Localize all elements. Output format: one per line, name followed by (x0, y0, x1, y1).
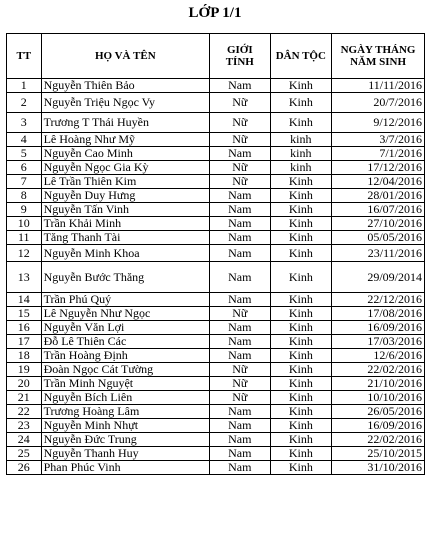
cell-ethnicity: Kinh (270, 447, 332, 461)
header-name: HỌ VÀ TÊN (41, 34, 209, 79)
cell-gender: Nam (210, 79, 270, 93)
cell-ethnicity: Kinh (270, 405, 332, 419)
cell-dob: 10/10/2016 (332, 391, 425, 405)
table-row (7, 79, 425, 93)
cell-gender: Nữ (210, 391, 270, 405)
cell-gender: Nam (210, 293, 270, 307)
cell-ethnicity: Kinh (270, 433, 332, 447)
cell-ethnicity: Kinh (270, 189, 332, 203)
cell-name: Trần Khải Minh (41, 217, 209, 231)
cell-dob: 05/05/2016 (332, 231, 425, 245)
cell-name: Trương Hoàng Lâm (41, 405, 209, 419)
table-row (7, 293, 425, 307)
cell-gender: Nam (210, 349, 270, 363)
table-row (7, 433, 425, 447)
cell-gender: Nam (210, 419, 270, 433)
cell-dob: 16/09/2016 (332, 419, 425, 433)
cell-gender: Nam (210, 335, 270, 349)
cell-ethnicity: Kinh (270, 377, 332, 391)
cell-dob: 23/11/2016 (332, 245, 425, 262)
cell-ethnicity: kinh (270, 133, 332, 147)
cell-ethnicity: Kinh (270, 217, 332, 231)
page-title: LỚP 1/1 (188, 5, 242, 21)
cell-tt: 25 (7, 447, 42, 461)
cell-dob: 16/09/2016 (332, 321, 425, 335)
cell-dob: 26/05/2016 (332, 405, 425, 419)
cell-name: Phan Phúc Vinh (41, 461, 209, 475)
cell-dob: 31/10/2016 (332, 461, 425, 475)
cell-ethnicity: Kinh (270, 363, 332, 377)
cell-dob: 22/02/2016 (332, 433, 425, 447)
cell-name: Đoàn Ngọc Cát Tường (41, 363, 209, 377)
cell-dob: 22/02/2016 (332, 363, 425, 377)
table-row (7, 419, 425, 433)
cell-gender: Nữ (210, 161, 270, 175)
cell-name: Nguyễn Đức Trung (41, 433, 209, 447)
table-row (7, 113, 425, 133)
cell-name: Nguyễn Duy Hưng (41, 189, 209, 203)
cell-ethnicity: Kinh (270, 262, 332, 293)
cell-name: Nguyễn Bích Liên (41, 391, 209, 405)
cell-tt: 19 (7, 363, 42, 377)
cell-tt: 18 (7, 349, 42, 363)
table-row (7, 349, 425, 363)
table-row (7, 307, 425, 321)
cell-tt: 13 (7, 262, 42, 293)
cell-gender: Nam (210, 231, 270, 245)
cell-tt: 21 (7, 391, 42, 405)
cell-tt: 23 (7, 419, 42, 433)
cell-gender: Nam (210, 321, 270, 335)
cell-gender: Nữ (210, 363, 270, 377)
cell-dob: 25/10/2015 (332, 447, 425, 461)
cell-ethnicity: Kinh (270, 113, 332, 133)
cell-ethnicity: Kinh (270, 461, 332, 475)
cell-name: Nguyễn Minh Nhựt (41, 419, 209, 433)
cell-tt: 16 (7, 321, 42, 335)
cell-dob: 28/01/2016 (332, 189, 425, 203)
cell-tt: 5 (7, 147, 42, 161)
cell-gender: Nam (210, 147, 270, 161)
cell-ethnicity: Kinh (270, 93, 332, 113)
cell-dob: 3/7/2016 (332, 133, 425, 147)
table-row (7, 461, 425, 475)
table-row (7, 147, 425, 161)
cell-dob: 12/04/2016 (332, 175, 425, 189)
cell-name: Trương T Thái Huyền (41, 113, 209, 133)
table-row (7, 93, 425, 113)
cell-tt: 20 (7, 377, 42, 391)
cell-ethnicity: Kinh (270, 245, 332, 262)
cell-name: Lê Trần Thiên Kim (41, 175, 209, 189)
cell-dob: 11/11/2016 (332, 79, 425, 93)
cell-tt: 24 (7, 433, 42, 447)
cell-ethnicity: Kinh (270, 335, 332, 349)
cell-name: Nguyễn Minh Khoa (41, 245, 209, 262)
cell-ethnicity: Kinh (270, 203, 332, 217)
cell-tt: 6 (7, 161, 42, 175)
cell-tt: 10 (7, 217, 42, 231)
cell-name: Lê Hoàng Như Mỹ (41, 133, 209, 147)
table-row (7, 245, 425, 262)
header-dob: NGÀY THÁNG NĂM SINH (332, 34, 425, 79)
cell-ethnicity: Kinh (270, 231, 332, 245)
cell-name: Lê Nguyễn Như Ngọc (41, 307, 209, 321)
table-row (7, 189, 425, 203)
cell-tt: 9 (7, 203, 42, 217)
table-row (7, 262, 425, 293)
cell-ethnicity: kinh (270, 161, 332, 175)
cell-ethnicity: Kinh (270, 307, 332, 321)
table-row (7, 391, 425, 405)
cell-ethnicity: Kinh (270, 79, 332, 93)
header-tt: TT (7, 34, 42, 79)
header-ethnicity: DÂN TỘC (270, 34, 332, 79)
cell-gender: Nam (210, 262, 270, 293)
cell-name: Nguyễn Ngọc Gia Kỳ (41, 161, 209, 175)
cell-dob: 21/10/2016 (332, 377, 425, 391)
table-row (7, 231, 425, 245)
cell-name: Đỗ Lê Thiên Các (41, 335, 209, 349)
table-row (7, 175, 425, 189)
cell-gender: Nữ (210, 175, 270, 189)
cell-name: Tăng Thanh Tài (41, 231, 209, 245)
cell-name: Nguyễn Thanh Huy (41, 447, 209, 461)
cell-ethnicity: Kinh (270, 349, 332, 363)
cell-gender: Nữ (210, 307, 270, 321)
cell-name: Nguyễn Triệu Ngọc Vy (41, 93, 209, 113)
cell-ethnicity: Kinh (270, 293, 332, 307)
table-header-row (7, 34, 425, 79)
table-row (7, 133, 425, 147)
table-row (7, 161, 425, 175)
cell-dob: 27/10/2016 (332, 217, 425, 231)
cell-ethnicity: Kinh (270, 391, 332, 405)
cell-tt: 8 (7, 189, 42, 203)
cell-gender: Nữ (210, 133, 270, 147)
student-table (6, 33, 425, 475)
cell-ethnicity: Kinh (270, 175, 332, 189)
table-row (7, 377, 425, 391)
cell-tt: 1 (7, 79, 42, 93)
table-row (7, 405, 425, 419)
cell-gender: Nam (210, 203, 270, 217)
cell-name: Nguyễn Bước Thăng (41, 262, 209, 293)
cell-gender: Nam (210, 217, 270, 231)
cell-dob: 12/6/2016 (332, 349, 425, 363)
cell-ethnicity: Kinh (270, 419, 332, 433)
cell-gender: Nam (210, 461, 270, 475)
cell-gender: Nam (210, 405, 270, 419)
cell-name: Nguyễn Tấn Vinh (41, 203, 209, 217)
cell-name: Nguyễn Văn Lợi (41, 321, 209, 335)
cell-name: Trần Phú Quý (41, 293, 209, 307)
cell-gender: Nam (210, 447, 270, 461)
cell-dob: 29/09/2014 (332, 262, 425, 293)
cell-tt: 4 (7, 133, 42, 147)
cell-ethnicity: Kinh (270, 321, 332, 335)
cell-name: Trần Hoàng Định (41, 349, 209, 363)
cell-dob: 17/08/2016 (332, 307, 425, 321)
table-row (7, 447, 425, 461)
header-gender: GIỚI TÍNH (210, 34, 270, 79)
cell-tt: 26 (7, 461, 42, 475)
table-row (7, 321, 425, 335)
cell-dob: 17/03/2016 (332, 335, 425, 349)
table-row (7, 203, 425, 217)
cell-dob: 20/7/2016 (332, 93, 425, 113)
cell-gender: Nam (210, 433, 270, 447)
cell-gender: Nam (210, 189, 270, 203)
cell-gender: Nữ (210, 113, 270, 133)
cell-gender: Nữ (210, 377, 270, 391)
cell-tt: 11 (7, 231, 42, 245)
table-row (7, 335, 425, 349)
cell-gender: Nam (210, 245, 270, 262)
cell-name: Nguyễn Cao Minh (41, 147, 209, 161)
cell-dob: 17/12/2016 (332, 161, 425, 175)
cell-tt: 7 (7, 175, 42, 189)
cell-tt: 3 (7, 113, 42, 133)
cell-tt: 22 (7, 405, 42, 419)
cell-dob: 22/12/2016 (332, 293, 425, 307)
cell-tt: 17 (7, 335, 42, 349)
cell-tt: 14 (7, 293, 42, 307)
cell-dob: 16/07/2016 (332, 203, 425, 217)
cell-name: Trần Minh Nguyệt (41, 377, 209, 391)
cell-tt: 15 (7, 307, 42, 321)
cell-gender: Nữ (210, 93, 270, 113)
cell-tt: 12 (7, 245, 42, 262)
cell-dob: 7/1/2016 (332, 147, 425, 161)
cell-dob: 9/12/2016 (332, 113, 425, 133)
table-row (7, 217, 425, 231)
cell-ethnicity: kinh (270, 147, 332, 161)
cell-tt: 2 (7, 93, 42, 113)
cell-name: Nguyễn Thiên Bảo (41, 79, 209, 93)
table-row (7, 363, 425, 377)
